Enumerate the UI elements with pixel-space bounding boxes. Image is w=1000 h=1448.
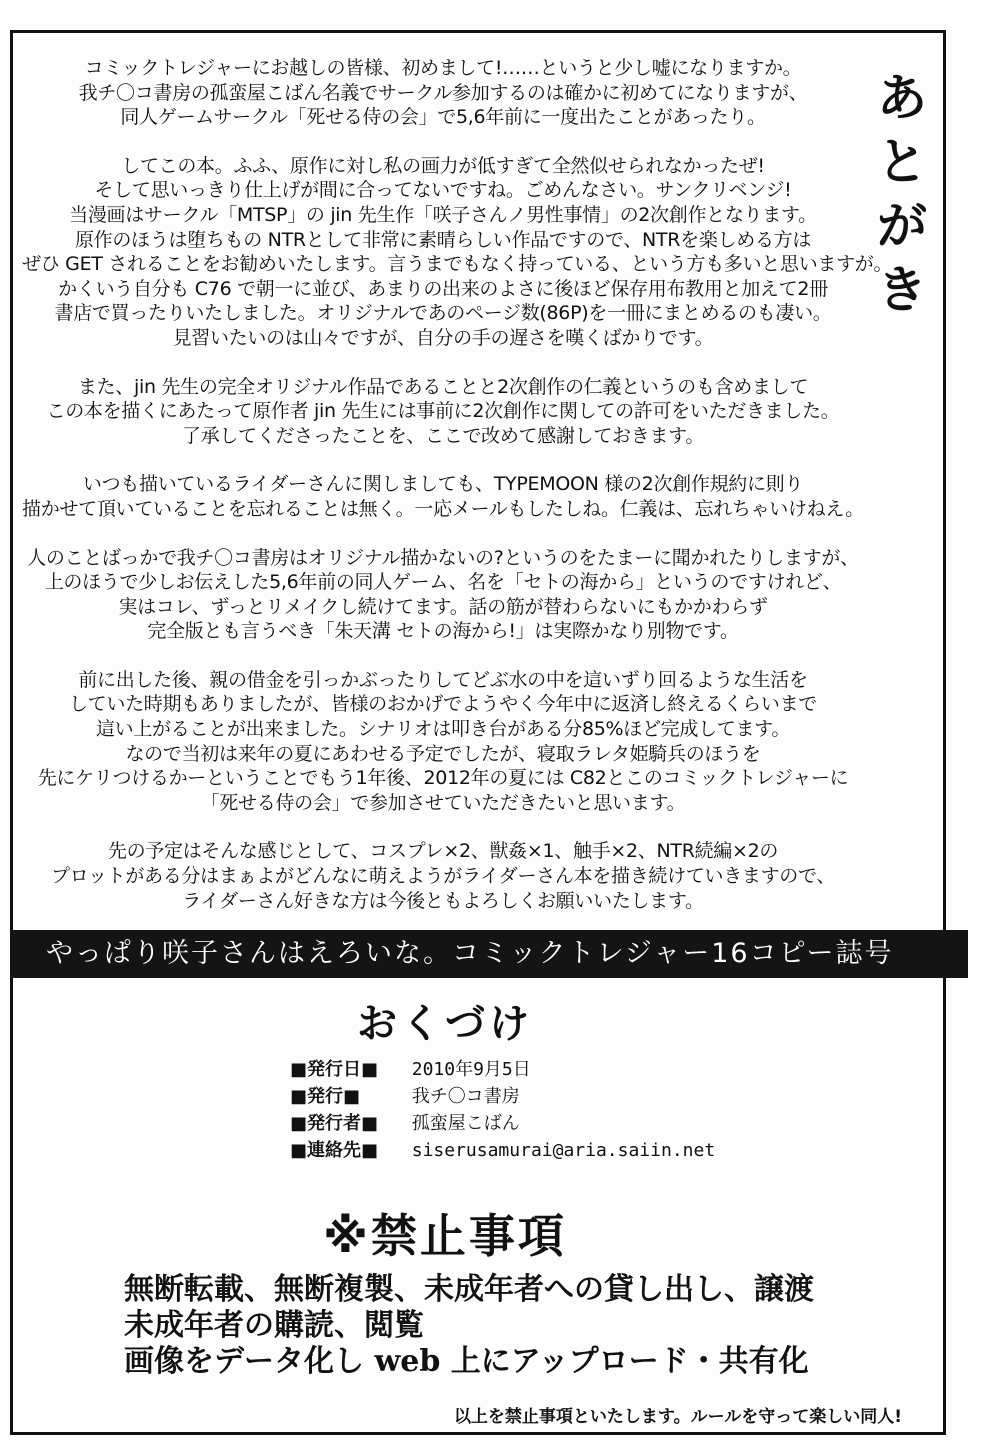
text-line: 原作のほうは堕ちもの NTRとして非常に素晴らしい作品ですので、NTRを楽しめる方は (74, 228, 812, 251)
text-line: そして思いっきり仕上げが間に合ってないですね。ごめんなさい。サンクリベンジ! (94, 179, 792, 202)
colophon-row-date (290, 1056, 715, 1083)
colophon-row-issuer (290, 1110, 715, 1137)
afterword-title (872, 66, 932, 322)
text-line: 「死せる侍の会」で参加させていただきたいと思います。 (200, 791, 686, 814)
afterword-body (22, 56, 893, 937)
colophon-label: ■連絡先■ (290, 1140, 379, 1161)
colophon-label: ■発行■ (290, 1086, 361, 1107)
text-line: この本を描くにあたって原作者 jin 先生には事前に2次創作に関しての許可をいただきました。 (46, 400, 840, 423)
text-line: してこの本。ふふ、原作に対し私の画力が低すぎて全然似せられなかったぜ! (121, 154, 765, 177)
text-line: ぜひ GET されることをお勧めいたします。言うまでもなく持っている、という方も多いと思いますが。 (22, 253, 893, 276)
afterword-paragraph (22, 839, 864, 913)
prohibited-item: 画像をデータ化し web 上にアップロード・共有化 (124, 1344, 809, 1379)
prohibited-item: 未成年者の購読、閲覧 (124, 1308, 424, 1343)
colophon-label: ■発行者■ (290, 1113, 379, 1134)
text-line: かくいう自分も C76 で朝一に並び、あまりの出来のよさに後ほど保存用布教用と加えて2冊 (58, 277, 828, 300)
afterword-paragraph (22, 154, 893, 351)
text-line: 了承してくださったことを、ここで改めて感謝しておきます。 (181, 424, 705, 447)
text-line: プロットがある分はまぁよがどんなに萌えようがライダーさん本を描き続けていきますので、 (50, 865, 836, 888)
afterword-title-char: き (877, 261, 927, 319)
colophon-title: おくづけ (357, 1001, 533, 1047)
text-line: 先の予定はそんな感じとして、コスプレ×2、獣姦×1、触手×2、NTR続編×2の (107, 840, 779, 863)
colophon-label: ■発行日■ (290, 1059, 379, 1080)
text-line: 見習いたいのは山々ですが、自分の手の遅さを嘆くばかりです。 (172, 326, 714, 349)
colophon-value: 孤蛮屋こばん (411, 1113, 520, 1134)
afterword-title-char: あ (877, 69, 927, 127)
text-line: ライダーさん好きな方は今後ともよろしくお願いいたします。 (182, 889, 704, 912)
afterword-paragraph (22, 472, 864, 521)
text-line: いつも描いているライダーさんに関しましても、TYPEMOON 様の2次創作規約に則り (82, 473, 804, 496)
title-banner: やっぱり咲子さんはえろいな。コミックトレジャー16コピー誌号 (10, 930, 968, 978)
contact-email: siserusamurai@aria.saiin.net (411, 1140, 716, 1161)
afterword-title-char: と (877, 133, 927, 191)
text-line: 上のほうで少しお伝えした5,6年前の同人ゲーム、名を「セトの海から」というのですけれど、 (44, 571, 842, 594)
text-line: 描かせて頂いていることを忘れることは無く。一応メールもしたしね。仁義は、忘れちゃいけねえ。 (22, 497, 864, 520)
text-line: また、jin 先生の完全オリジナル作品であることと2次創作の仁義というのも含めまして (77, 375, 809, 398)
text-line: 完全版とも言うべき「朱天溝 セトの海から!」は実際かなり別物です。 (147, 620, 739, 643)
colophon-row-publisher (290, 1083, 715, 1110)
text-line: 人のことばっかで我チ〇コ書房はオリジナル描かないの?というのをたまーに聞かれたりしますが、 (27, 546, 859, 569)
colophon-value: 2010年9月5日 (411, 1059, 531, 1080)
afterword-paragraph (22, 546, 864, 644)
text-line: 我チ〇コ書房の孤蛮屋こばん名義でサークル参加するのは確かに初めてになりますが、 (78, 81, 808, 104)
text-line: なので当初は来年の夏にあわせる予定でしたが、寝取ラレタ姫騎兵のほうを (125, 742, 761, 765)
text-line: コミックトレジャーにお越しの皆様、初めまして!……というと少し嘘になりますか。 (84, 57, 802, 79)
afterword-title-char: が (877, 197, 927, 255)
prohibited-title: ※禁止事項 (323, 1209, 567, 1263)
prohibited-list (124, 1272, 814, 1380)
afterword-paragraph (22, 375, 864, 449)
text-line: 当漫画はサークル「MTSP」の jin 先生作「咲子さんノ男性事情」の2次創作となります。 (69, 203, 817, 226)
afterword-paragraph (22, 668, 864, 816)
afterword-paragraph (22, 56, 864, 130)
text-line: 実はコレ、ずっとリメイクし続けてます。話の筋が替わらないにもかかわらず (118, 595, 768, 618)
text-line: 書店で買ったりいたしました。オリジナルであのページ数(86P)を一冊にまとめるのも凄い。 (54, 302, 832, 325)
colophon-row-contact (290, 1137, 715, 1164)
text-line: していた時期もありましたが、皆様のおかげでようやく今年中に返済し終えるくらいまで (68, 693, 817, 716)
text-line: 先にケリつけるかーということでもう1年後、2012年の夏には C82とこのコミックトレジャーに (37, 767, 849, 790)
colophon-value: 我チ〇コ書房 (411, 1086, 520, 1107)
prohibited-item: 無断転載、無断複製、未成年者への貸し出し、譲渡 (124, 1272, 814, 1307)
text-line: 前に出した後、親の借金を引っかぶったりしてどぶ水の中を這いずり回るような生活を (78, 668, 808, 691)
text-line: 這い上がることが出来ました。シナリオは叩き台がある分85%ほど完成してます。 (95, 718, 791, 741)
footer-note: 以上を禁止事項といたします。ルールを守って楽しい同人! (453, 1407, 902, 1427)
text-line: 同人ゲームサークル「死せる侍の会」で5,6年前に一度出たことがあったり。 (120, 106, 766, 129)
colophon-table (290, 1056, 715, 1164)
